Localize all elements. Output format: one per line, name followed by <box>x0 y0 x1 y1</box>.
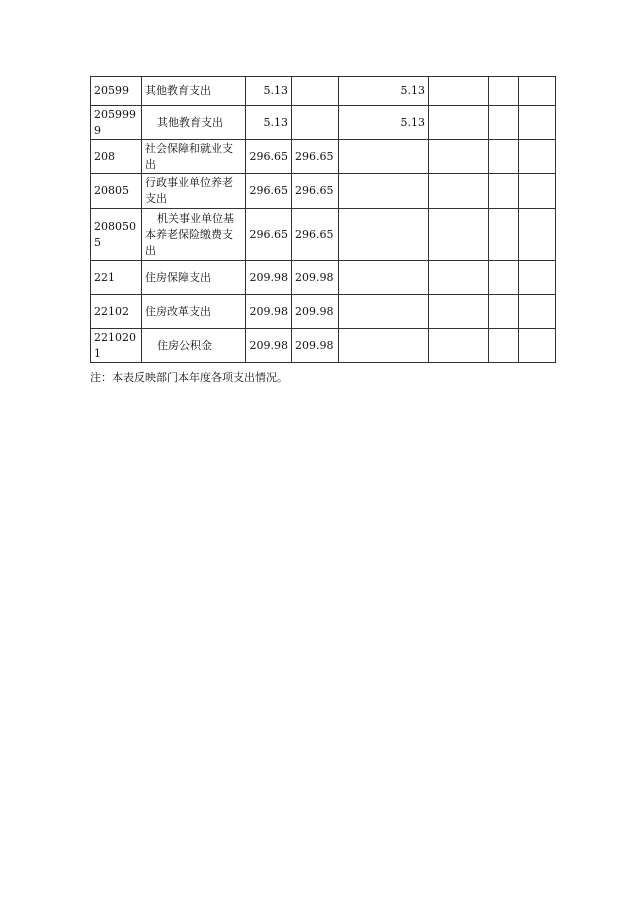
empty-cell <box>429 140 489 174</box>
row-total: 209.98 <box>246 261 292 295</box>
row-project: 5.13 <box>339 106 429 140</box>
row-project <box>339 174 429 209</box>
row-name: 住房保障支出 <box>142 261 246 295</box>
empty-cell <box>429 261 489 295</box>
table-row <box>91 140 556 174</box>
empty-cell <box>519 329 556 363</box>
row-name: 住房改革支出 <box>142 295 246 329</box>
row-code: 2059999 <box>91 106 142 140</box>
empty-cell <box>429 77 489 106</box>
row-basic: 296.65 <box>292 209 339 261</box>
empty-cell <box>429 329 489 363</box>
row-basic <box>292 77 339 106</box>
row-code: 221 <box>91 261 142 295</box>
row-project: 5.13 <box>339 77 429 106</box>
row-project <box>339 329 429 363</box>
empty-cell <box>489 295 519 329</box>
row-project <box>339 209 429 261</box>
row-code: 20805 <box>91 174 142 209</box>
table-row <box>91 174 556 209</box>
row-total: 5.13 <box>246 77 292 106</box>
table-row <box>91 261 556 295</box>
row-project <box>339 295 429 329</box>
table-footnote: 注：本表反映部门本年度各项支出情况。 <box>90 371 288 384</box>
row-basic: 296.65 <box>292 174 339 209</box>
row-basic: 209.98 <box>292 295 339 329</box>
empty-cell <box>429 209 489 261</box>
row-code: 2210201 <box>91 329 142 363</box>
empty-cell <box>519 77 556 106</box>
row-basic: 296.65 <box>292 140 339 174</box>
row-project <box>339 261 429 295</box>
empty-cell <box>489 77 519 106</box>
empty-cell <box>519 209 556 261</box>
empty-cell <box>489 329 519 363</box>
row-name: 其他教育支出 <box>142 106 246 140</box>
row-name: 住房公积金 <box>142 329 246 363</box>
row-total: 296.65 <box>246 209 292 261</box>
row-total: 296.65 <box>246 140 292 174</box>
table-row <box>91 77 556 106</box>
row-project <box>339 140 429 174</box>
empty-cell <box>489 106 519 140</box>
row-code: 20599 <box>91 77 142 106</box>
empty-cell <box>519 295 556 329</box>
empty-cell <box>489 174 519 209</box>
empty-cell <box>519 140 556 174</box>
empty-cell <box>519 174 556 209</box>
row-basic: 209.98 <box>292 329 339 363</box>
row-total: 209.98 <box>246 295 292 329</box>
row-code: 22102 <box>91 295 142 329</box>
row-name: 机关事业单位基本养老保险缴费支出 <box>142 209 246 261</box>
expenditure-table <box>90 76 556 363</box>
empty-cell <box>519 261 556 295</box>
table-row <box>91 329 556 363</box>
table-row <box>91 209 556 261</box>
row-total: 296.65 <box>246 174 292 209</box>
table-row <box>91 106 556 140</box>
row-code: 208 <box>91 140 142 174</box>
row-name: 其他教育支出 <box>142 77 246 106</box>
table-row <box>91 295 556 329</box>
row-code: 2080505 <box>91 209 142 261</box>
row-total: 209.98 <box>246 329 292 363</box>
row-total: 5.13 <box>246 106 292 140</box>
row-name: 社会保障和就业支出 <box>142 140 246 174</box>
empty-cell <box>519 106 556 140</box>
empty-cell <box>489 140 519 174</box>
row-basic: 209.98 <box>292 261 339 295</box>
empty-cell <box>429 106 489 140</box>
row-name: 行政事业单位养老支出 <box>142 174 246 209</box>
row-basic <box>292 106 339 140</box>
empty-cell <box>489 209 519 261</box>
empty-cell <box>429 295 489 329</box>
empty-cell <box>489 261 519 295</box>
empty-cell <box>429 174 489 209</box>
